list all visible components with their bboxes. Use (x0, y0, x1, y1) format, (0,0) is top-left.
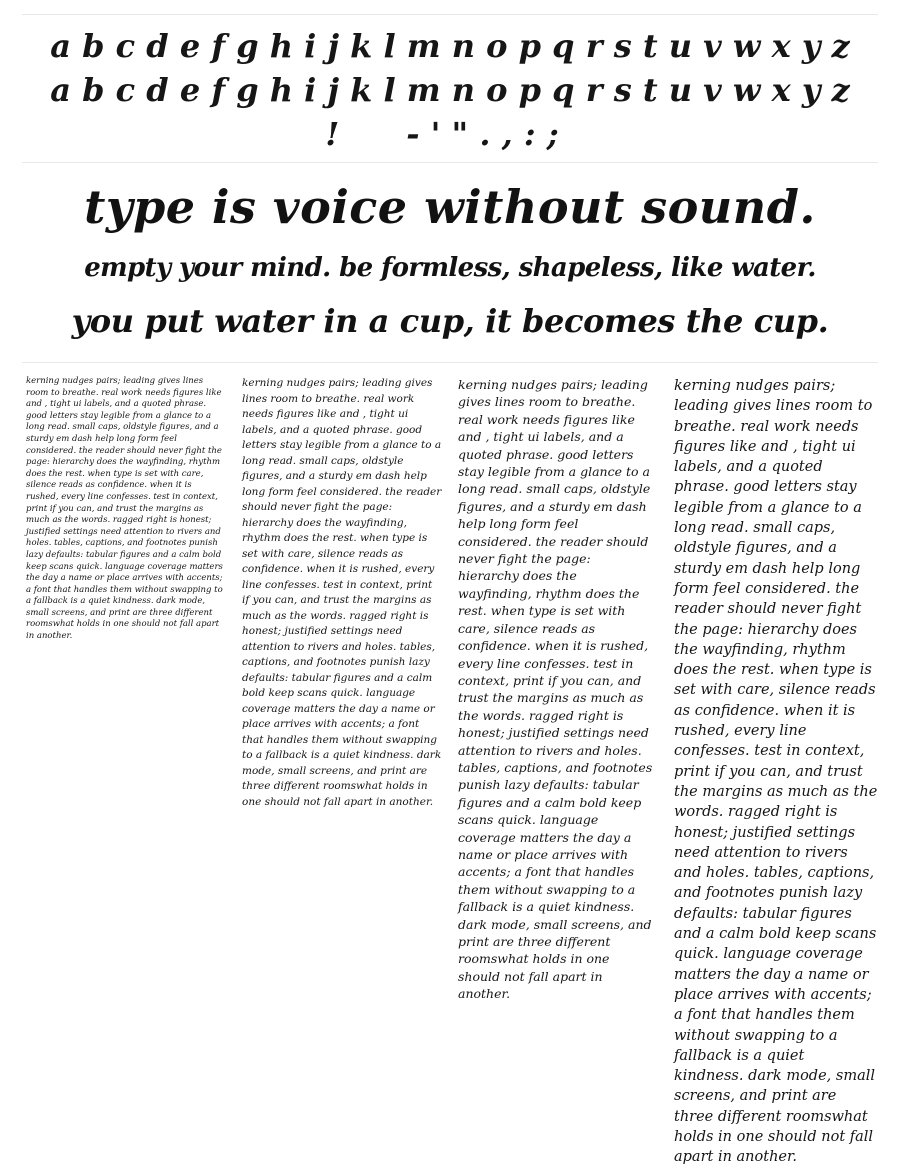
headline-medium-2: you put water in a cup, it becomes the cup. (71, 302, 829, 340)
punctuation-specimen-row: ! - ' " . , : ; (325, 115, 559, 153)
headline-medium-1: empty your mind. be formless, shapeless, like water. (84, 253, 816, 283)
paragraph-sample-small: kerning nudges pairs; leading gives lines room to breathe. real work needs figures like and , tight ui labels, and a quoted phrase. good letters stay legible from a glance to a long read. small caps, oldstyle figures, and a sturdy em dash help long form feel considered. the reader should never fight the page: hierarchy does the wayfinding, rhythm does the rest. when type is set with care, silence reads as confidence. when it is rushed, every line confesses. test in context, print if you can, and trust the margins as much as the words. ragged right is honest; justified settings need attention to rivers and holes. tables, captions, and footnotes punish lazy defaults: tabular figures and a calm bold keep scans quick. language coverage matters the day a name or place arrives with accents; a font that handles them without swapping to a fallback is a quiet kindness. dark mode, small screens, and print are three different roomswhat holds in one should not fall apart in another. (242, 377, 442, 808)
paragraph-sample-xsmall: kerning nudges pairs; leading gives lines room to breathe. real work needs figures like and , tight ui labels, and a quoted phrase. good letters stay legible from a glance to a long read. small caps, oldstyle figures, and a sturdy em dash help long form feel considered. the reader should never fight the page: hierarchy does the wayfinding, rhythm does the rest. when type is set with care, silence reads as confidence. when it is rushed, every line confesses. test in context, print if you can, and trust the margins as much as the words. ragged right is honest; justified settings need attention to rivers and holes. tables, captions, and footnotes punish lazy defaults: tabular figures and a calm bold keep scans quick. language coverage matters the day a name or place arrives with accents; a font that handles them without swapping to a fallback is a quiet kindness. dark mode, small screens, and print are three different roomswhat holds in one should not fall apart in another. (26, 376, 223, 642)
lowercase-specimen-row-2: a b c d e f g h i j k l m n o p q r s t u v w x y z (50, 71, 850, 109)
paragraph-sample-large: kerning nudges pairs; leading gives lines room to breathe. real work needs figures like and , tight ui labels, and a quoted phrase. good letters stay legible from a glance to a long read. small caps, oldstyle figures, and a sturdy em dash help long form feel considered. the reader should never fight the page: hierarchy does the wayfinding, rhythm does the rest. when type is set with care, silence reads as confidence. when it is rushed, every line confesses. test in context, print if you can, and trust the margins as much as the words. ragged right is honest; justified settings need attention to rivers and holes. tables, captions, and footnotes punish lazy defaults: tabular figures and a calm bold keep scans quick. language coverage matters the day a name or place arrives with accents; a font that handles them without swapping to a fallback is a quiet kindness. dark mode, small screens, and print are three different roomswhat holds in one should not fall apart in another. (674, 378, 878, 1166)
headline-section-divider (22, 362, 878, 363)
headline-large: type is voice without sound. (84, 180, 816, 234)
top-divider (22, 14, 878, 15)
lowercase-specimen-row-1: a b c d e f g h i j k l m n o p q r s t u v w x y z (50, 27, 850, 65)
paragraph-sample-medium: kerning nudges pairs; leading gives lines room to breathe. real work needs figures like and , tight ui labels, and a quoted phrase. good letters stay legible from a glance to a long read. small caps, oldstyle figures, and a sturdy em dash help long form feel considered. the reader should never fight the page: hierarchy does the wayfinding, rhythm does the rest. when type is set with care, silence reads as confidence. when it is rushed, every line confesses. test in context, print if you can, and trust the margins as much as the words. ragged right is honest; justified settings need attention to rivers and holes. tables, captions, and footnotes punish lazy defaults: tabular figures and a calm bold keep scans quick. language coverage matters the day a name or place arrives with accents; a font that handles them without swapping to a fallback is a quiet kindness. dark mode, small screens, and print are three different roomswhat holds in one should not fall apart in another. (458, 377, 653, 1002)
glyph-section-divider (22, 162, 878, 163)
